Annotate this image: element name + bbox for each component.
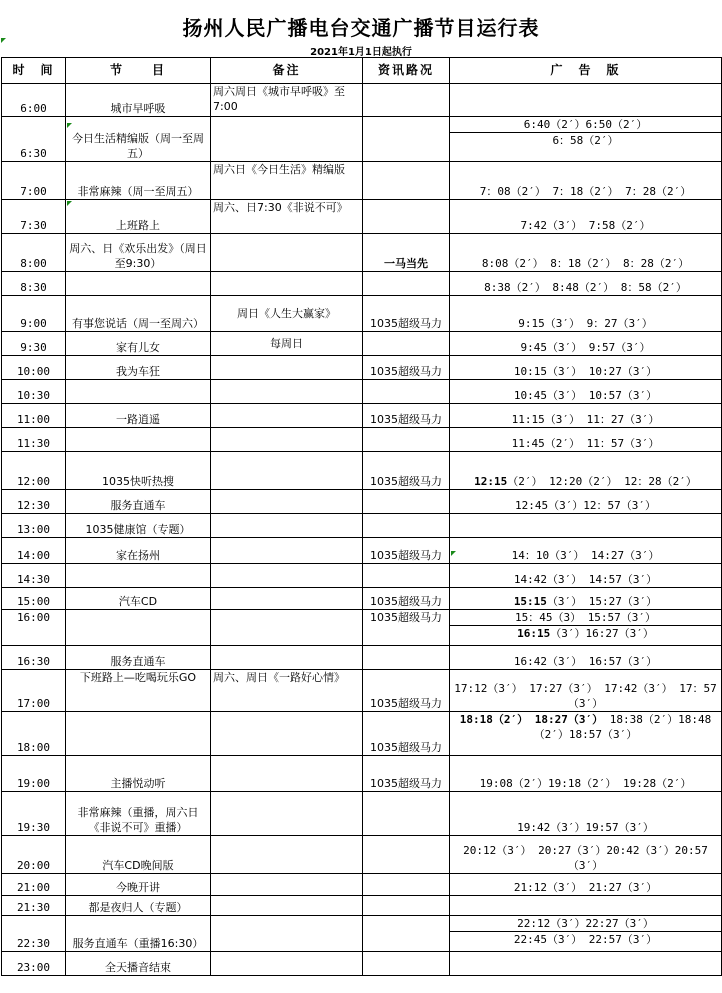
cell-comment-marker: [451, 551, 456, 556]
info-cell: [363, 874, 450, 896]
program-cell: 下班路上—吃喝玩乐GO: [66, 670, 211, 712]
time-cell: 7:30: [2, 200, 66, 234]
time-cell: 14:00: [2, 538, 66, 564]
ad-cell: 19:42（3′）19:57（3′）: [450, 792, 722, 836]
info-cell: 1035超级马力: [363, 452, 450, 490]
ad-cell: [450, 117, 722, 162]
ad-time-bold: 16:15: [517, 627, 551, 640]
table-row: [2, 296, 722, 332]
cell-comment-marker: [67, 201, 72, 206]
program-cell: 城市早呼吸: [66, 84, 211, 117]
ad-cell: 16:42（3′） 16:57（3′）: [450, 646, 722, 670]
time-cell: 22:30: [2, 916, 66, 952]
table-row: [2, 272, 722, 296]
table-row: [2, 588, 722, 610]
note-cell: 每周日: [211, 332, 363, 356]
program-cell: 我为车狂: [66, 356, 211, 380]
note-cell: [211, 792, 363, 836]
ad-cell: 14：10（3′） 14:27（3′）: [450, 538, 722, 564]
time-cell: 6:30: [2, 117, 66, 162]
table-row: [2, 670, 722, 712]
table-row: [2, 646, 722, 670]
header-program: 节 目: [66, 58, 211, 84]
program-cell: [66, 428, 211, 452]
table-row: [2, 404, 722, 428]
program-cell: 1035健康馆（专题）: [66, 514, 211, 538]
note-cell: [211, 952, 363, 976]
table-row: [2, 952, 722, 976]
ad-cell: [450, 952, 722, 976]
info-cell: 1035超级马力: [363, 588, 450, 610]
program-cell: 服务直通车（重播16:30）: [66, 916, 211, 952]
info-cell: [363, 514, 450, 538]
time-cell: 18:00: [2, 712, 66, 756]
ad-cell: [450, 896, 722, 916]
ad-cell: 17:12（3′） 17:27（3′） 17:42（3′） 17：57（3′）: [450, 670, 722, 712]
header-ads: 广 告 版: [450, 58, 722, 84]
note-cell: 周六、日7:30《非说不可》: [211, 200, 363, 234]
ad-slot-top: 22:12（3′）22:27（3′）: [450, 916, 721, 932]
note-cell: [211, 896, 363, 916]
table-row: [2, 490, 722, 514]
note-cell: [211, 234, 363, 272]
info-cell: 1035超级马力: [363, 670, 450, 712]
note-cell: [211, 712, 363, 756]
table-row: [2, 428, 722, 452]
info-cell: [363, 896, 450, 916]
page-title: 扬州人民广播电台交通广播节目运行表: [182, 16, 540, 40]
program-cell: 服务直通车: [66, 490, 211, 514]
table-row: [2, 84, 722, 117]
table-row: [2, 610, 722, 646]
note-cell: 周日《人生大赢家》: [211, 296, 363, 332]
ad-cell: 20:12（3′） 20:27（3′）20:42（3′）20:57（3′）: [450, 836, 722, 874]
program-cell: 服务直通车: [66, 646, 211, 670]
table-row: [2, 916, 722, 952]
ad-cell: [450, 84, 722, 117]
ad-cell: [450, 588, 722, 610]
ad-time-rest: （2′） 12:20（2′） 12：28（2′）: [507, 475, 697, 488]
program-cell: 都是夜归人（专题）: [66, 896, 211, 916]
ad-slot-bottom: [450, 626, 721, 641]
ad-time-bold: 18:18（2′） 18:27（3′）: [459, 713, 604, 726]
ad-cell: [450, 916, 722, 952]
time-cell: 11:30: [2, 428, 66, 452]
table-row: [2, 836, 722, 874]
time-cell: 21:30: [2, 896, 66, 916]
ad-cell: 14:42（3′） 14:57（3′）: [450, 564, 722, 588]
ad-cell: 8:38（2′） 8:48（2′） 8：58（2′）: [450, 272, 722, 296]
ad-cell: 8:08（2′） 8：18（2′） 8：28（2′）: [450, 234, 722, 272]
ad-cell: [450, 514, 722, 538]
program-cell: 全天播音结束: [66, 952, 211, 976]
ad-cell: [450, 712, 722, 756]
ad-time-rest: 18:38（2′）18:48（2′）18:57（3′）: [533, 713, 712, 741]
ad-slot-top: 6:40（2′）6:50（2′）: [450, 117, 721, 133]
note-cell: [211, 428, 363, 452]
info-cell: [363, 162, 450, 200]
note-cell: [211, 380, 363, 404]
table-row: [2, 712, 722, 756]
table-row: [2, 564, 722, 588]
info-cell: 1035超级马力: [363, 404, 450, 428]
ad-slot-top: 15：45（3） 15:57（3′）: [450, 610, 721, 626]
ad-cell: 11:15（3′） 11：27（3′）: [450, 404, 722, 428]
time-cell: 10:30: [2, 380, 66, 404]
table-row: [2, 162, 722, 200]
program-cell: 汽车CD晚间版: [66, 836, 211, 874]
table-row: [2, 514, 722, 538]
info-cell: [363, 332, 450, 356]
time-cell: 19:00: [2, 756, 66, 792]
info-cell: [363, 836, 450, 874]
note-cell: [211, 117, 363, 162]
table-row: [2, 896, 722, 916]
table-row: [2, 874, 722, 896]
info-cell: [363, 952, 450, 976]
note-cell: [211, 646, 363, 670]
time-cell: 13:00: [2, 514, 66, 538]
program-cell: 家在扬州: [66, 538, 211, 564]
time-cell: 17:00: [2, 670, 66, 712]
time-cell: 11:00: [2, 404, 66, 428]
info-cell: 1035超级马力: [363, 610, 450, 646]
note-cell: 周六日《今日生活》精编版: [211, 162, 363, 200]
table-row: [2, 117, 722, 162]
note-cell: [211, 490, 363, 514]
note-cell: [211, 874, 363, 896]
note-cell: [211, 836, 363, 874]
info-cell: [363, 792, 450, 836]
info-cell: [363, 117, 450, 162]
schedule-table: [1, 57, 722, 976]
table-row: [2, 452, 722, 490]
header-note: 备注: [211, 58, 363, 84]
ad-cell: 9:45（3′） 9:57（3′）: [450, 332, 722, 356]
ad-cell: 19:08（2′）19:18（2′） 19:28（2′）: [450, 756, 722, 792]
cell-comment-marker: [67, 123, 72, 128]
time-cell: 21:00: [2, 874, 66, 896]
program-cell: 非常麻辣（周一至周五）: [66, 162, 211, 200]
note-cell: [211, 756, 363, 792]
info-cell: 1035超级马力: [363, 756, 450, 792]
info-cell: [363, 490, 450, 514]
info-cell: 1035超级马力: [363, 538, 450, 564]
time-cell: 19:30: [2, 792, 66, 836]
time-cell: 12:30: [2, 490, 66, 514]
time-cell: 16:00: [2, 610, 66, 646]
time-cell: 8:30: [2, 272, 66, 296]
program-cell: 一路逍遥: [66, 404, 211, 428]
ad-cell: [450, 452, 722, 490]
effective-date: 2021年1月1日起执行: [310, 47, 412, 58]
ad-slot-bottom: 6：58（2′）: [552, 134, 619, 147]
program-cell: 1035快听热搜: [66, 452, 211, 490]
note-cell: [211, 916, 363, 952]
info-cell: [363, 564, 450, 588]
info-cell: [363, 646, 450, 670]
ad-cell: 12:45（3′）12：57（3′）: [450, 490, 722, 514]
ad-cell: 7:42（3′） 7:58（2′）: [450, 200, 722, 234]
program-cell: 汽车CD: [66, 588, 211, 610]
program-cell: 今晚开讲: [66, 874, 211, 896]
program-cell: [66, 380, 211, 404]
ad-cell: 9:15（3′） 9：27（3′）: [450, 296, 722, 332]
header-row: [2, 58, 722, 84]
info-cell: [363, 200, 450, 234]
info-cell: 1035超级马力: [363, 296, 450, 332]
table-row: [2, 332, 722, 356]
ad-cell: 11:45（2′） 11：57（3′）: [450, 428, 722, 452]
header-info: 资讯路况: [363, 58, 450, 84]
note-cell: [211, 272, 363, 296]
program-cell: 周六、日《欢乐出发》（周日至9:30）: [66, 234, 211, 272]
table-row: [2, 756, 722, 792]
time-cell: 10:00: [2, 356, 66, 380]
ad-slot-bottom: 22:45（3′） 22:57（3′）: [513, 933, 658, 946]
time-cell: 16:30: [2, 646, 66, 670]
table-row: [2, 538, 722, 564]
program-cell: 家有儿女: [66, 332, 211, 356]
time-cell: 7:00: [2, 162, 66, 200]
time-cell: 23:00: [2, 952, 66, 976]
info-cell: [363, 916, 450, 952]
program-cell: 上班路上: [66, 200, 211, 234]
table-row: [2, 356, 722, 380]
note-cell: 周六、周日《一路好心情》: [211, 670, 363, 712]
note-cell: [211, 564, 363, 588]
info-cell: [363, 380, 450, 404]
ad-cell: [450, 610, 722, 646]
ad-cell: 7：08（2′） 7：18（2′） 7：28（2′）: [450, 162, 722, 200]
program-cell: [66, 712, 211, 756]
ad-cell: 21:12（3′） 21:27（3′）: [450, 874, 722, 896]
program-cell: [66, 610, 211, 646]
ad-time-bold: 12:15: [474, 475, 508, 488]
info-cell: [363, 272, 450, 296]
ad-cell: 10:45（3′） 10:57（3′）: [450, 380, 722, 404]
cell-comment-marker: [1, 38, 6, 43]
header-time: 时 间: [2, 58, 66, 84]
program-cell: 非常麻辣（重播，周六日《非说不可》重播）: [66, 792, 211, 836]
note-cell: [211, 356, 363, 380]
info-cell: [363, 84, 450, 117]
time-cell: 14:30: [2, 564, 66, 588]
note-cell: [211, 610, 363, 646]
info-cell: 一马当先: [363, 234, 450, 272]
table-row: [2, 380, 722, 404]
program-cell: [66, 272, 211, 296]
time-cell: 20:00: [2, 836, 66, 874]
program-cell: 今日生活精编版（周一至周五）: [66, 117, 211, 162]
note-cell: [211, 452, 363, 490]
program-cell: 主播悦动听: [66, 756, 211, 792]
time-cell: 12:00: [2, 452, 66, 490]
note-cell: [211, 588, 363, 610]
ad-time-rest: （3′）16:27（3′）: [550, 627, 654, 640]
ad-cell: 10:15（3′） 10:27（3′）: [450, 356, 722, 380]
program-cell: 有事您说话（周一至周六）: [66, 296, 211, 332]
info-cell: 1035超级马力: [363, 356, 450, 380]
table-row: [2, 200, 722, 234]
program-cell: [66, 564, 211, 588]
note-cell: [211, 514, 363, 538]
table-row: [2, 234, 722, 272]
ad-time-bold: 15:15: [513, 595, 547, 608]
time-cell: 15:00: [2, 588, 66, 610]
table-row: [2, 792, 722, 836]
note-cell: [211, 538, 363, 564]
ad-time-rest: （3′） 15:27（3′）: [546, 595, 658, 608]
note-cell: [211, 404, 363, 428]
time-cell: 6:00: [2, 84, 66, 117]
time-cell: 8:00: [2, 234, 66, 272]
info-cell: 1035超级马力: [363, 712, 450, 756]
time-cell: 9:00: [2, 296, 66, 332]
info-cell: [363, 428, 450, 452]
note-cell: 周六周日《城市早呼吸》至7:00: [211, 84, 363, 117]
time-cell: 9:30: [2, 332, 66, 356]
